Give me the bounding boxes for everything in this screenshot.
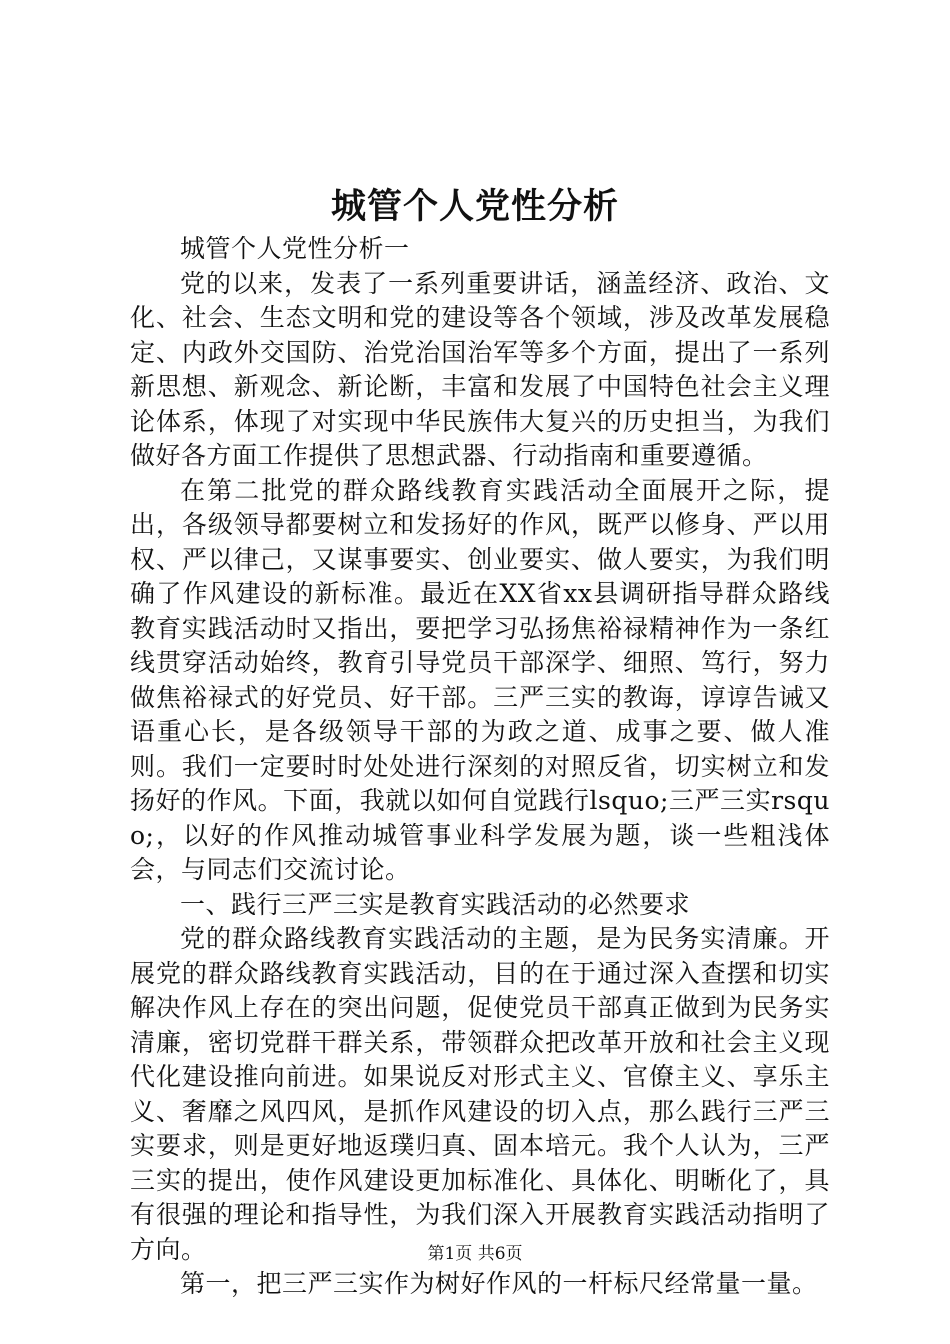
section-heading: 一、践行三严三实是教育实践活动的必然要求 xyxy=(180,889,691,919)
paragraph-subtitle: 城管个人党性分析一 xyxy=(180,234,410,263)
page-footer: 第1页 共6页 xyxy=(427,1244,523,1264)
paragraph: 党的群众路线教育实践活动的主题，是为民务实清廉。开展党的群众路线教育实践活动，目的在于通过深入查摆和切实解决作风上存在的突出问题，促使党员干部真正做到为民务实清廉，密切党群干群关系，带领群众把改革开放和社会主义现代化建设推向前进。如果说反对形式主义、官僚主义、享乐主义、奢靡之风四风，是抓作风建设的切入点，那么践行三严三实要求，则是更好地返璞归真、固本培元。我个人认为，三严三实的提出，使作风建设更加标准化、具体化、明晰化了，具有很强的理论和指导性，为我们深入开展教育实践活动指明了方向。 xyxy=(130,924,830,1264)
document-body xyxy=(130,232,830,1302)
paragraph: 在第二批党的群众路线教育实践活动全面展开之际，提出，各级领导都要树立和发扬好的作风，既严以修身、严以用权、严以律己，又谋事要实、创业要实、做人要实，为我们明确了作风建设的新标准。最近在XX省xx县调研指导群众路线教育实践活动时又指出，要把学习弘扬焦裕禄精神作为一条红线贯穿活动始终，教育引导党员干部深学、细照、笃行，努力做焦裕禄式的好党员、好干部。三严三实的教诲，谆谆告诫又语重心长，是各级领导干部的为政之道、成事之要、做人准则。我们一定要时时处处进行深刻的对照反省，切实树立和发扬好的作风。下面，我就以如何自觉践行lsquo;三严三实rsquo;，以好的作风推动城管事业科学发展为题，谈一些粗浅体会，与同志们交流讨论。 xyxy=(130,475,830,884)
paragraph: 第一，把三严三实作为树好作风的一杆标尺经常量一量。 xyxy=(180,1269,818,1298)
paragraph: 党的以来，发表了一系列重要讲话，涵盖经济、政治、文化、社会、生态文明和党的建设等各个领域，涉及改革发展稳定、内政外交国防、治党治国治军等多个方面，提出了一系列新思想、新观念、新论断，丰富和发展了中国特色社会主义理论体系，体现了对实现中华民族伟大复兴的历史担当，为我们做好各方面工作提供了思想武器、行动指南和重要遵循。 xyxy=(130,268,830,470)
document-title: 城管个人党性分析 xyxy=(330,186,619,227)
